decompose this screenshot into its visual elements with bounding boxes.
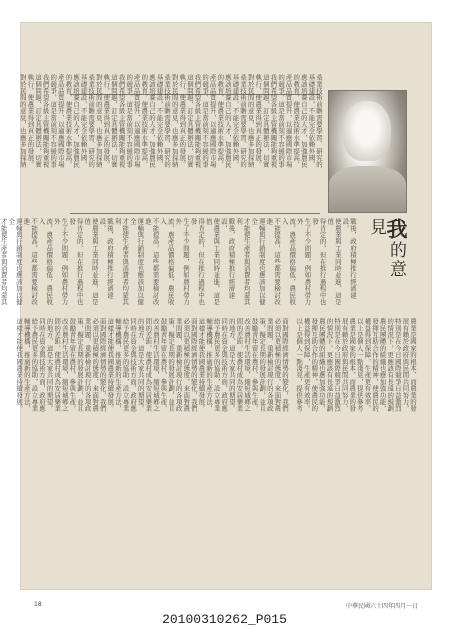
text-column: 執行，使農業得到真正的發展。 bbox=[26, 74, 35, 168]
text-column: 生了不少問題，例如農村勞力外 bbox=[174, 218, 190, 306]
text-column: 的競爭，這是當前刻不容緩的事 bbox=[201, 74, 210, 168]
text-column: 業問題，重新檢討現行的各項政 bbox=[174, 318, 183, 412]
text-column: 執行，使農業得到真正的發展。 bbox=[254, 74, 263, 168]
text-column: 這樣才能使我國農業持續發展。 bbox=[106, 318, 115, 412]
text-column: 對於民間的意見，也應多加採納 bbox=[170, 74, 179, 168]
text-column: 基礎建設，不能完全依賴外國， bbox=[155, 74, 164, 168]
text-column: 業問題，重新檢討現行的各項政 bbox=[83, 318, 92, 412]
text-column: 對於民間的意見，也應多加採納 bbox=[18, 74, 27, 168]
text-column: 這樣才能使我國農業持續發展。 bbox=[197, 318, 206, 412]
portrait-face bbox=[343, 101, 391, 161]
text-column: 的教育，使農業技術水準提高， bbox=[140, 74, 149, 168]
text-column: 基礎建設，不能完全依賴外國， bbox=[231, 74, 240, 168]
text-column: 鼓勵青年留在農村，參與生產， bbox=[250, 318, 259, 412]
text-column: 對於民間的意見，也應多加採納 bbox=[94, 74, 103, 168]
text-column: 策，擬定長期的發展計劃，並且 bbox=[167, 318, 176, 412]
text-column: 運輸與行銷制度也應該加以健全 bbox=[128, 218, 145, 306]
text-column: 使農業與工業同時並進，這是值 bbox=[326, 218, 342, 306]
text-column: 間的差距，使農村成為安居樂業 bbox=[53, 318, 62, 412]
text-column: 同時在資金與技術方面，政府應 bbox=[38, 318, 46, 412]
text-column: 產品品質提升，以適應國際市場 bbox=[284, 74, 293, 168]
text-column: 這樣才能使我國農業持續發展。 bbox=[15, 318, 24, 412]
text-column: 流，農產品價格偏低，農民收入 bbox=[159, 218, 175, 306]
text-column: 這個問題，訂定具體辦法，切實 bbox=[109, 74, 118, 168]
text-column: 不能提高，這些都需要檢討改進 bbox=[22, 218, 39, 306]
text-column: 的情況下，更應該有長遠的規劃 bbox=[325, 318, 334, 412]
text-column: 的地方，這是大家共同的期望。 bbox=[136, 318, 145, 412]
title-char-1: 我 bbox=[384, 218, 409, 241]
text-column: 運輸與行銷制度也應該加以健全 bbox=[250, 218, 266, 306]
text-column: 權益得到保障，生產更有效率。 bbox=[302, 318, 311, 412]
text-column: 發揮互助合作的精神，使農民的 bbox=[371, 318, 380, 412]
text-column: 生了不少問題，例如農村勞力外 bbox=[52, 218, 69, 306]
text-column: 發揮互助合作的精神，使農民的 bbox=[310, 318, 319, 412]
text-column: 產品品質提升，以適應國際市場 bbox=[208, 74, 217, 168]
text-column: 運輸與行銷制度也應該加以健全 bbox=[7, 218, 23, 306]
text-column: 我們希望各級主管機關能夠重視 bbox=[193, 74, 202, 168]
text-column: 應該培養自己的人才，加強農民 bbox=[72, 74, 80, 168]
upper-text-block bbox=[18, 74, 323, 210]
archive-id-caption: 20100310262_P015 bbox=[162, 612, 287, 627]
text-column: 策，擬定長期的發展計劃，並且 bbox=[258, 318, 267, 412]
page-number: 18 bbox=[34, 601, 42, 608]
text-column: 同時在資金與技術方面，政府應 bbox=[220, 318, 229, 412]
text-column: 使農業與工業同時並進，這是值 bbox=[83, 218, 99, 306]
text-column: 必須以更積極的態度，來面對農 bbox=[273, 318, 282, 412]
text-column: 戰後，政府積極推行經濟建設， bbox=[98, 218, 114, 299]
text-column: 這個問題，訂定具體辦法，切實 bbox=[34, 74, 43, 168]
text-column: 流，農產品價格偏低，農民收入 bbox=[37, 218, 54, 306]
text-column: 改善農村生活環境，縮短城鄉之 bbox=[243, 318, 252, 412]
text-column: 面對國際經濟情勢的變化，我們 bbox=[98, 318, 107, 412]
text-column: 戰後，政府積極推行經濟建設， bbox=[341, 218, 357, 299]
text-column: 間的差距，使農村成為安居樂業 bbox=[235, 318, 244, 412]
text-column: 的競爭，這是當前刻不容緩的事 bbox=[125, 74, 134, 168]
text-column: 的教育，使農業技術水準提高， bbox=[216, 74, 225, 168]
text-column: 農民團體的組織也應加強功能， bbox=[378, 318, 387, 412]
magazine-page bbox=[0, 22, 432, 610]
text-column: 的地方，這是大家共同的期望。 bbox=[227, 318, 236, 412]
author-portrait-photo bbox=[328, 90, 407, 213]
text-column: 得肯定的，但在推行過程中也發 bbox=[68, 218, 84, 306]
text-column: 輔導機構，推廣新的生產方法， bbox=[113, 318, 122, 412]
text-column: 基礎建設，不能完全依賴外國， bbox=[79, 74, 88, 168]
text-column: 面對國際經濟情勢的變化，我們 bbox=[189, 318, 198, 412]
text-column: 改善農村生活環境，縮短城鄉之 bbox=[60, 318, 69, 412]
text-column: 權益得到保障，生產更有效率。 bbox=[363, 318, 372, 412]
text-column: 應該培養自己的人才，加強農民 bbox=[223, 74, 232, 168]
text-column: 的教育，使農業技術水準提高， bbox=[64, 74, 73, 168]
text-column: 間的差距，使農村成為安居樂業 bbox=[144, 318, 153, 412]
text-column: 改善農村生活環境，縮短城鄉之 bbox=[151, 318, 160, 412]
text-column: 應該培養自己的人才，加強農民 bbox=[299, 74, 308, 168]
text-column: 面對國際經濟情勢的變化，我們 bbox=[281, 318, 289, 412]
text-column: 執行，使農業得到真正的發展。 bbox=[102, 74, 111, 168]
text-column: 展有賴於政府與民間共同努力， bbox=[340, 318, 349, 412]
text-column: 給予農民更多的協助，設立專業 bbox=[121, 318, 130, 412]
text-column: 必須以更積極的態度，來面對農 bbox=[91, 318, 100, 412]
text-column: 戰後，政府積極推行經濟建設， bbox=[219, 218, 236, 299]
right-text-block bbox=[296, 318, 416, 588]
text-column: 產品品質提升，以適應國際市場 bbox=[132, 74, 141, 168]
text-column: 我們希望各級主管機關能夠重視 bbox=[117, 74, 126, 168]
text-column: 不能提高，這些都需要檢討改進 bbox=[265, 218, 282, 306]
text-column: 這個問題，訂定具體辦法，切實 bbox=[185, 74, 194, 168]
text-column: 給予農民更多的協助，設立專業 bbox=[212, 318, 221, 412]
text-column: 輔導機構，推廣新的生產方法， bbox=[22, 318, 31, 412]
text-column: 基礎建設，不能完全依賴外國， bbox=[307, 74, 316, 168]
text-column: 特別是在今日國際競爭日益激烈 bbox=[393, 318, 402, 412]
text-column: 業問題，重新檢討現行的各項政 bbox=[265, 318, 274, 412]
text-column: 我們希望各級主管機關能夠重視 bbox=[41, 74, 50, 168]
text-column: 輔導機構，推廣新的生產方法， bbox=[205, 318, 214, 412]
text-column: 鼓勵青年留在農村，參與生產， bbox=[68, 318, 77, 412]
text-column: 給予農民更多的協助，設立專業 bbox=[30, 318, 39, 412]
text-column: 展有賴於政府與民間共同努力， bbox=[401, 318, 410, 412]
text-column: 桑業技術前瞻需要學習、研究的 bbox=[239, 74, 248, 168]
title-char-2: 的 bbox=[386, 241, 406, 260]
text-column: 策，擬定長期的發展計劃，並且 bbox=[75, 318, 84, 412]
text-column: 桑業技術前瞻需要學習、研究的 bbox=[315, 74, 323, 168]
text-column: 產品品質提升，以適應國際市場 bbox=[56, 74, 65, 168]
lower-text-block bbox=[15, 318, 289, 588]
text-column: 的地方，這是大家共同的期望。 bbox=[45, 318, 54, 412]
text-column: 得肯定的，但在推行過程中也發 bbox=[189, 218, 206, 306]
text-column: 必須以更積極的態度，來面對農 bbox=[182, 318, 191, 412]
text-column: 以上是個人一點淺見，提供參考 bbox=[355, 318, 364, 412]
text-column: 農民團體的組織也應加強功能， bbox=[317, 318, 326, 412]
text-column: 特別是在今日國際競爭日益激烈 bbox=[333, 318, 342, 412]
text-column: 的競爭，這是當前刻不容緩的事 bbox=[49, 74, 58, 168]
text-column: 鼓勵青年留在農村，參與生產， bbox=[159, 318, 168, 412]
text-column: 才能使生產者與消費者均蒙其 bbox=[0, 218, 8, 306]
text-column: 不能提高，這些都需要檢討改進 bbox=[143, 218, 160, 306]
text-column: 這個問題，訂定具體辦法，切實 bbox=[261, 74, 270, 168]
text-column: 桑業技術前瞻需要學習、研究的 bbox=[163, 74, 172, 168]
text-column: 應該培養自己的人才，加強農民 bbox=[147, 74, 156, 168]
title-char-3: 意 bbox=[386, 260, 406, 279]
text-column: 以上是個人一點淺見，提供參考 bbox=[295, 318, 304, 412]
text-column: 得肯定的，但在推行過程中也發 bbox=[311, 218, 327, 306]
text-column: 的競爭，這是當前刻不容緩的事 bbox=[277, 74, 286, 168]
issue-date: 中華民國六十四年四月一日 bbox=[346, 603, 419, 610]
text-column: 我們希望各級主管機關能夠重視 bbox=[269, 74, 278, 168]
text-column: 同時在資金與技術方面，政府應 bbox=[129, 318, 138, 412]
text-column: 流，農產品價格偏低，農民收入 bbox=[280, 218, 297, 306]
text-column: 執行，使農業得到真正的發展。 bbox=[178, 74, 187, 168]
middle-text-block bbox=[0, 218, 357, 310]
text-column: 才能使生產者與消費者均蒙其利 bbox=[113, 218, 130, 306]
text-column: 才能使生產者與消費者均蒙其利 bbox=[235, 218, 251, 306]
article-title bbox=[366, 218, 409, 288]
text-column: 的情況下，更應該有長遠的規劃 bbox=[386, 318, 395, 412]
title-char-4: 見 bbox=[366, 218, 386, 237]
text-column: 使農業與工業同時並進，這是值 bbox=[204, 218, 221, 306]
text-column: 生了不少問題，例如農村勞力外 bbox=[295, 218, 312, 306]
text-column: 農業是國家的根本，而農業的發 bbox=[348, 318, 357, 412]
text-column: 桑業技術前瞻需要學習、研究的 bbox=[87, 74, 96, 168]
portrait-shoulders bbox=[329, 166, 406, 212]
text-column: 農業是國家的根本，而農業的發 bbox=[409, 318, 417, 412]
text-column: 的教育，使農業技術水準提高， bbox=[292, 74, 301, 168]
text-column: 對於民間的意見，也應多加採納 bbox=[246, 74, 255, 168]
